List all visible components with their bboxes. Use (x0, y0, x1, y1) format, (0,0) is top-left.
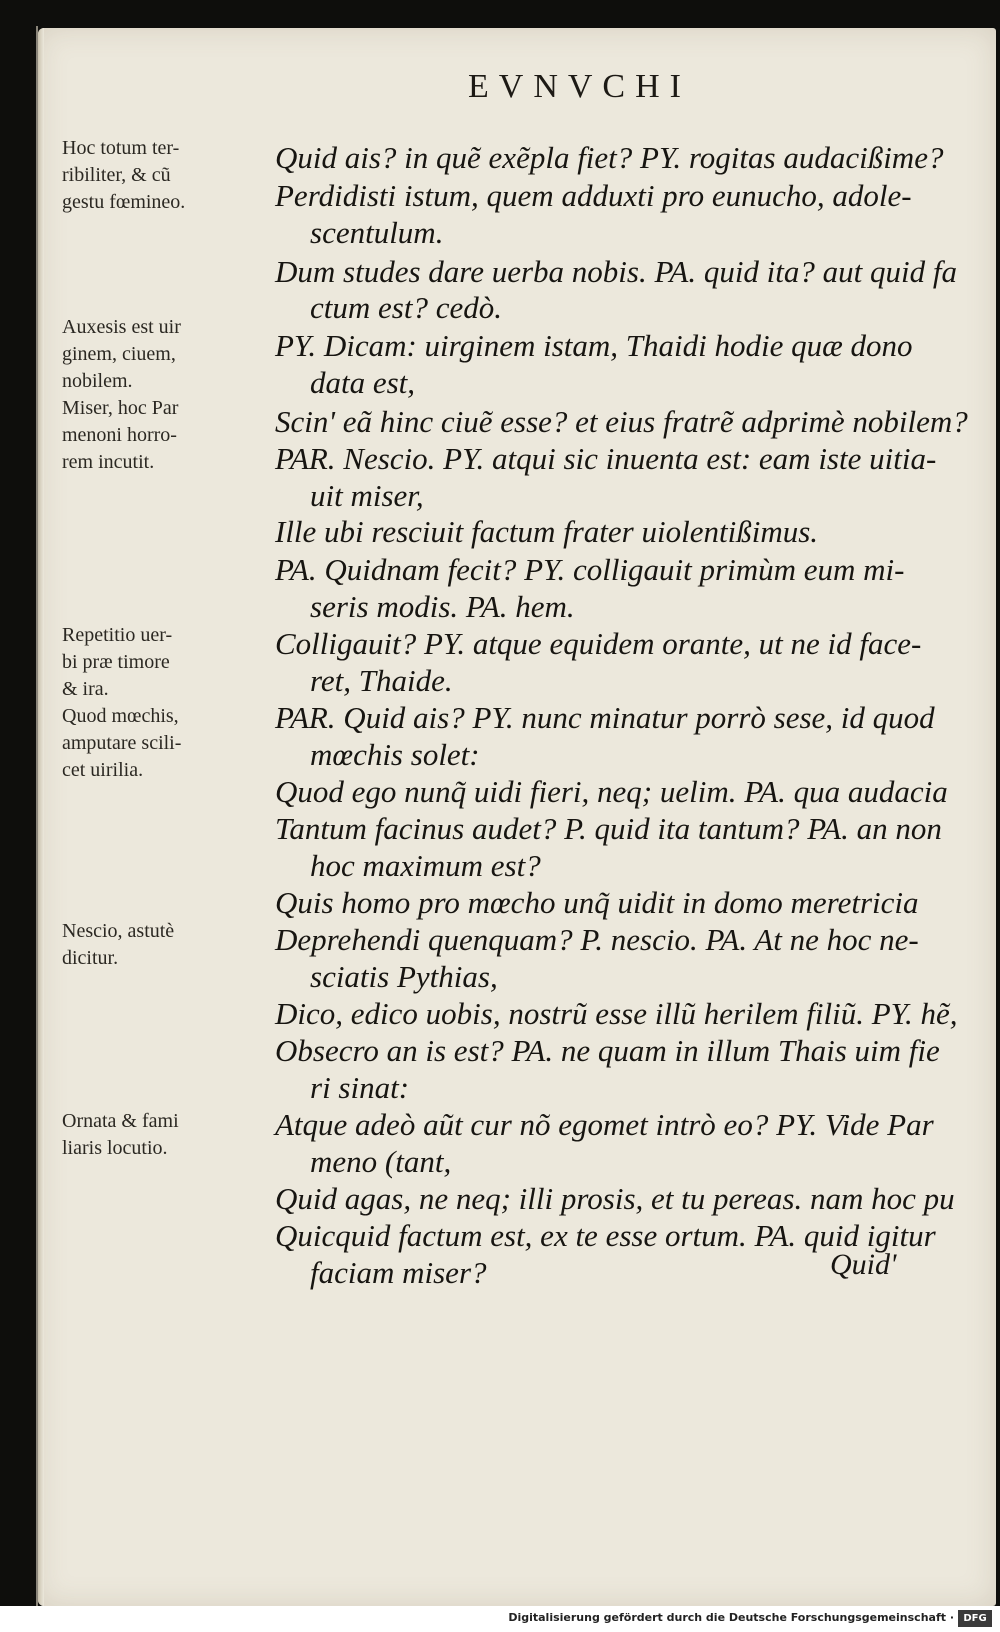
digitization-footer (0, 1606, 1000, 1632)
text-line: scentulum. (310, 215, 444, 250)
gloss-line: cet uirilia. (62, 759, 144, 781)
text-line: Ille ubi resciuit factum frater uiolentißimus. (275, 514, 819, 549)
gloss-line: Ornata & fami (62, 1110, 179, 1132)
gloss-line: & ira. (62, 678, 109, 700)
text-line: Quod ego nunq̃ uidi fieri, neq; uelim. PA. qua audacia (275, 774, 948, 809)
catchword: Quid' (830, 1248, 897, 1281)
text-line: ri sinat: (310, 1070, 410, 1105)
text-line: ctum est? cedò. (310, 290, 502, 325)
gloss-5 (62, 1108, 179, 1162)
text-line: Quid ais? in quẽ exẽpla fiet? PY. rogitas audacißime? (275, 140, 944, 175)
text-line: PA. Quidnam fecit? PY. colligauit primùm eum mi- (275, 552, 905, 587)
text-line: Perdidisti istum, quem adduxti pro eunucho, adole- (275, 178, 912, 213)
gloss-line: ginem, ciuem, (62, 343, 176, 365)
text-line: Quicquid factum est, ex te esse ortum. PA. quid igitur (275, 1218, 936, 1253)
gloss-line: gestu fœmineo. (62, 191, 186, 213)
text-line: Obsecro an is est? PA. ne quam in illum Thais uim fie (275, 1033, 940, 1068)
gloss-line: Quod mœchis, (62, 705, 179, 727)
gloss-line: Nescio, astutè (62, 920, 175, 942)
gloss-4 (62, 918, 174, 972)
text-line: seris modis. PA. hem. (310, 589, 575, 624)
text-line: hoc maximum est? (310, 848, 541, 883)
gloss-line: rem incutit. (62, 451, 155, 473)
page-spine (38, 28, 44, 1606)
text-line: Scin' eã hinc ciuẽ esse? et eius fratrẽ adprimè nobilem? (275, 404, 968, 439)
text-line: Quid agas, ne neq; illi prosis, et tu pereas. nam hoc pu (275, 1181, 955, 1216)
gloss-line: menoni horro- (62, 424, 177, 446)
text-line: mœchis solet: (310, 737, 480, 772)
running-head: EVNVCHI (468, 68, 691, 105)
text-line: PAR. Nescio. PY. atqui sic inuenta est: eam iste uitia- (275, 441, 937, 476)
footer-credit: Digitalisierung gefördert durch die Deutsche Forschungsgemeinschaft · (508, 1611, 954, 1624)
text-line: PY. Dicam: uirginem istam, Thaidi hodie quæ dono (275, 328, 913, 363)
text-line: Tantum facinus audet? P. quid ita tantum? PA. an non (275, 811, 942, 846)
text-line: sciatis Pythias, (310, 959, 498, 994)
text-line: meno (tant, (310, 1144, 452, 1179)
dfg-logo-icon: DFG (958, 1610, 992, 1627)
gloss-line: amputare scili- (62, 732, 182, 754)
gloss-2 (62, 314, 181, 476)
gloss-line: nobilem. (62, 370, 133, 392)
text-line: uit miser, (310, 478, 424, 513)
gloss-line: Repetitio uer- (62, 624, 173, 646)
text-line: faciam miser? (310, 1255, 487, 1290)
text-line: PAR. Quid ais? PY. nunc minatur porrò sese, id quod (275, 700, 935, 735)
text-line: Atque adeò aũt cur nõ egomet intrò eo? PY. Vide Par (275, 1107, 934, 1142)
gloss-3 (62, 622, 181, 784)
gloss-line: Miser, hoc Par (62, 397, 179, 419)
gloss-line: ribiliter, & cũ (62, 164, 171, 186)
gloss-line: Auxesis est uir (62, 316, 181, 338)
text-line: Dum studes dare uerba nobis. PA. quid ita? aut quid fa (275, 254, 957, 289)
text-line: Quis homo pro mœcho unq̃ uidit in domo meretricia (275, 885, 919, 920)
text-line: ret, Thaide. (310, 663, 453, 698)
text-line: Deprehendi quenquam? P. nescio. PA. At ne hoc ne- (275, 922, 919, 957)
text-line: Dico, edico uobis, nostrũ esse illũ herilem filiũ. PY. hẽ, (275, 996, 958, 1031)
gloss-line: liaris locutio. (62, 1137, 168, 1159)
gloss-line: bi præ timore (62, 651, 170, 673)
gloss-1 (62, 135, 185, 216)
text-line: data est, (310, 365, 416, 400)
gloss-line: dicitur. (62, 947, 119, 969)
gloss-line: Hoc totum ter- (62, 137, 180, 159)
text-line: Colligauit? PY. atque equidem orante, ut ne id face- (275, 626, 922, 661)
